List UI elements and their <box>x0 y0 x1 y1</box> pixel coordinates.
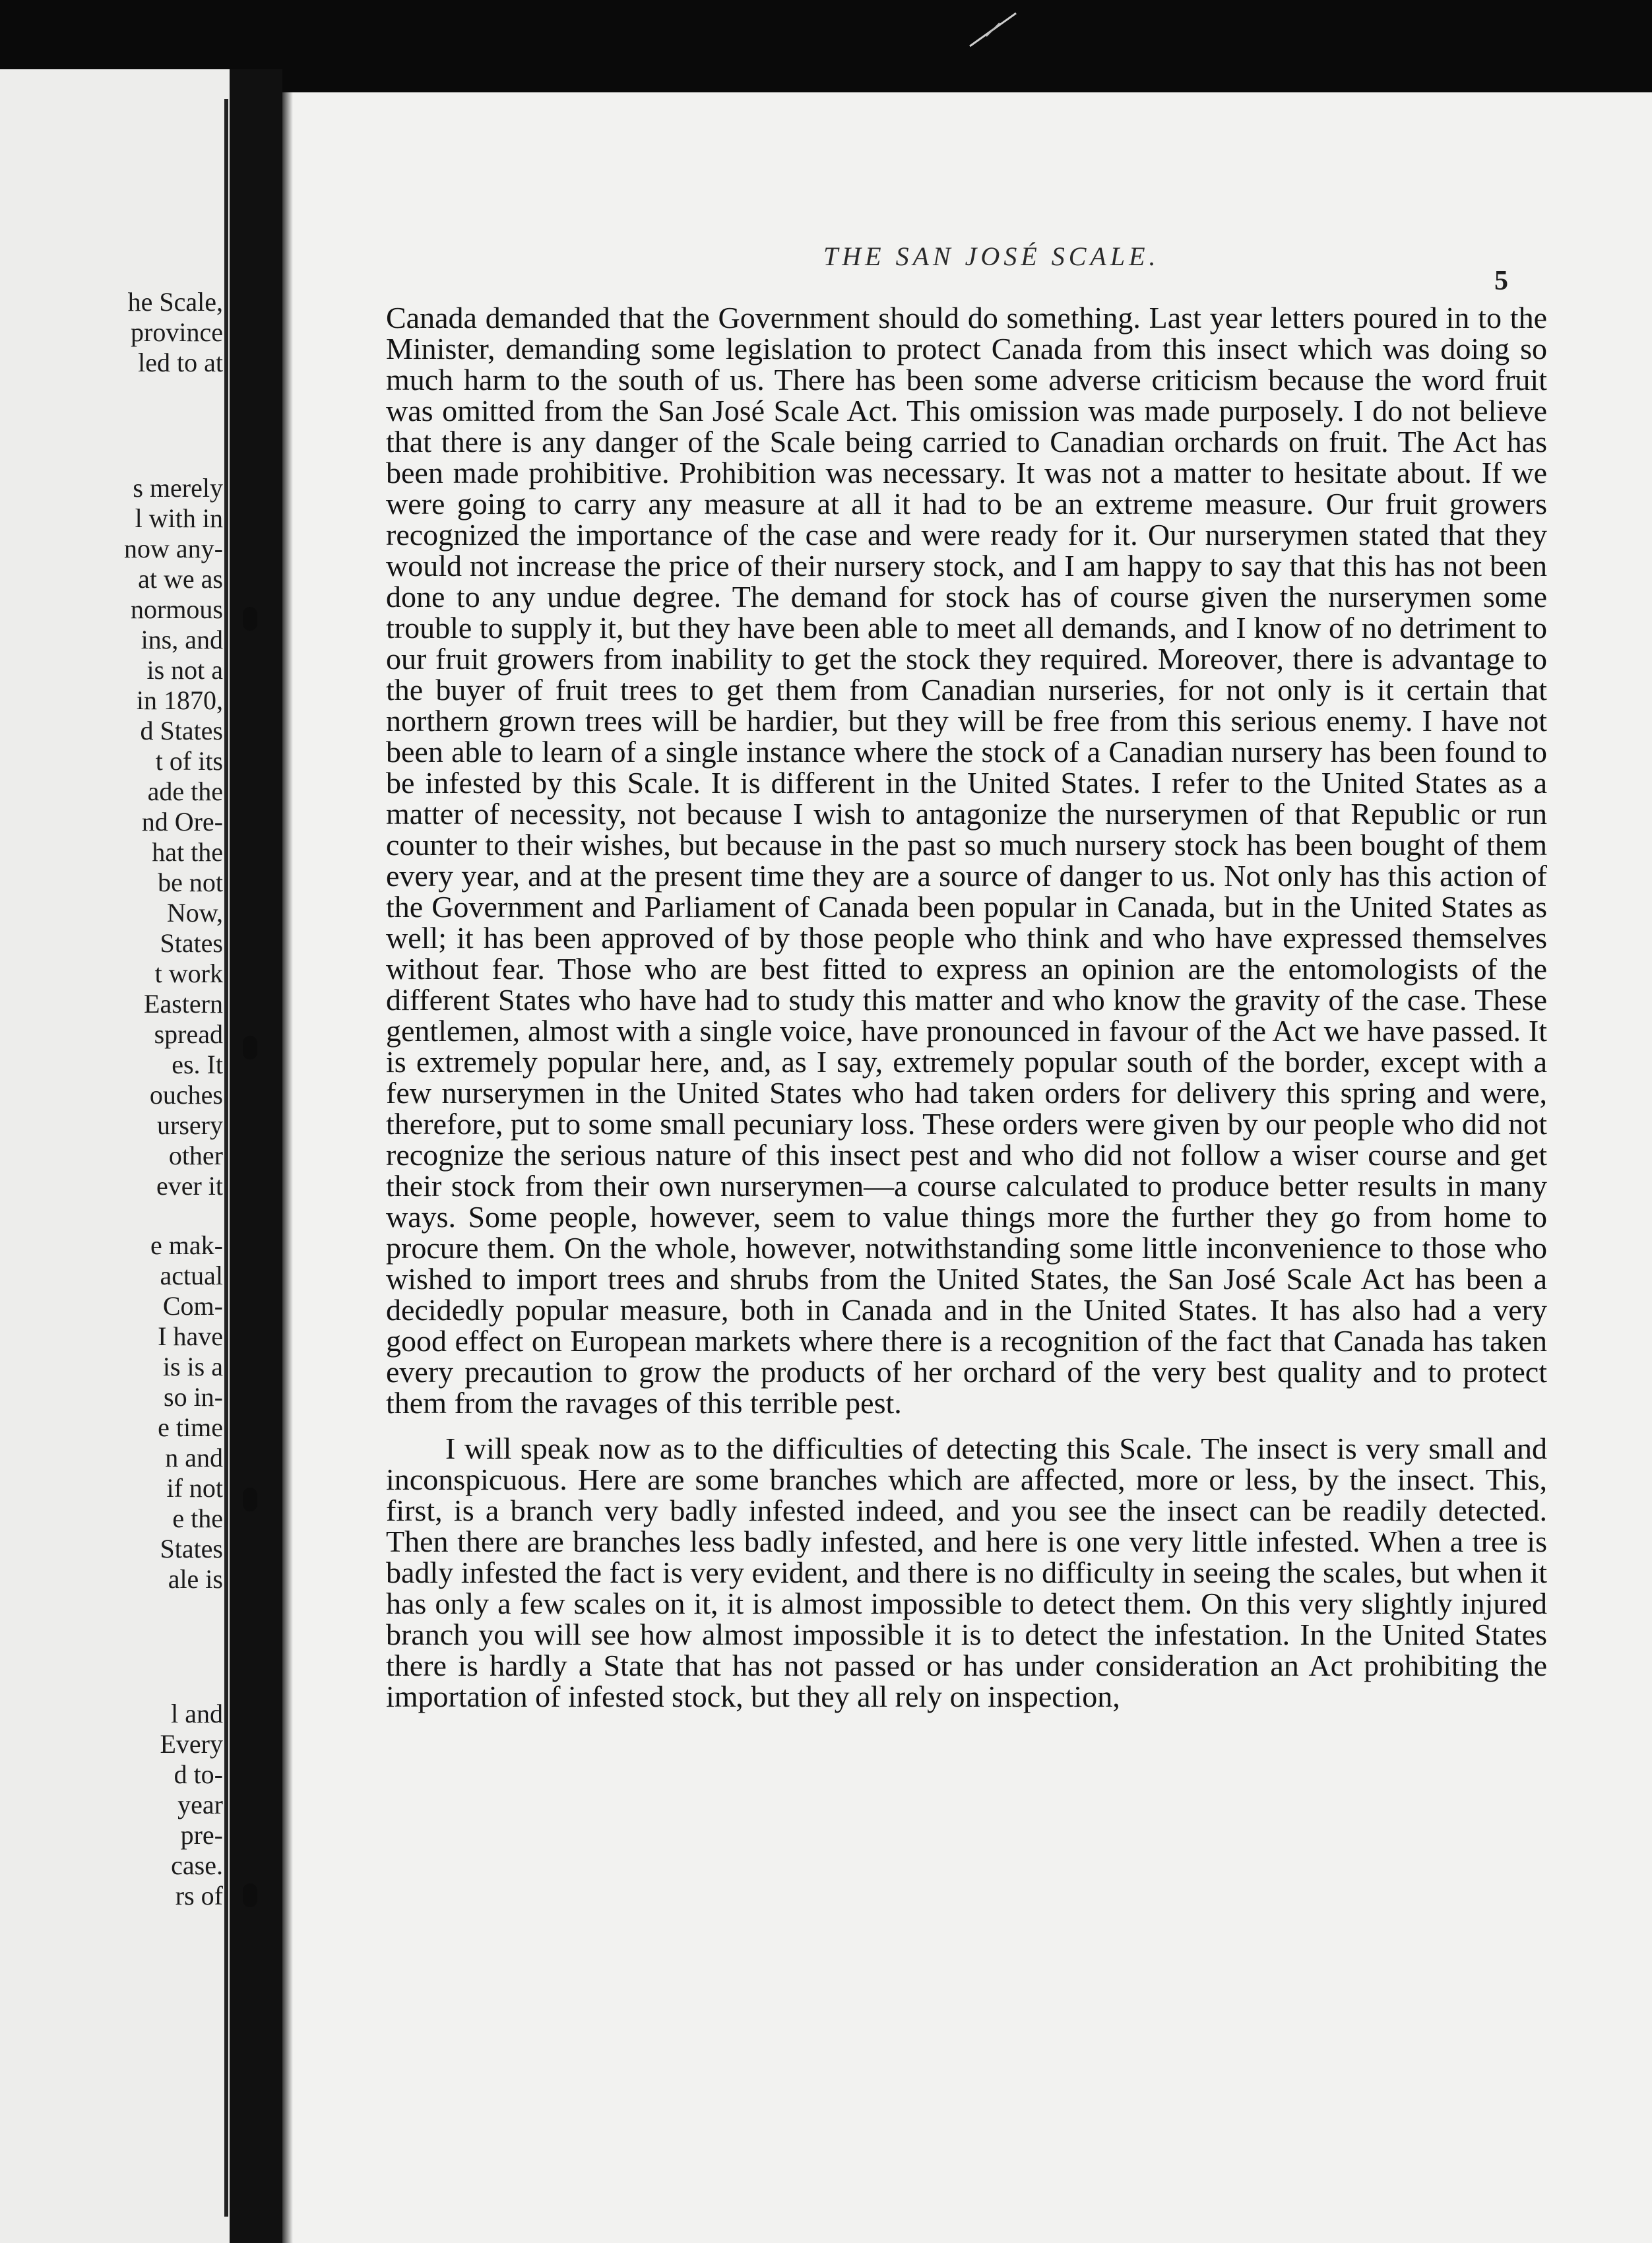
left-page-fragment: rs of <box>175 1881 223 1911</box>
left-page-fragment: province <box>131 317 223 347</box>
left-facing-page <box>0 69 230 2243</box>
left-page-fragment: ins, and <box>141 625 223 654</box>
left-page-fragment: Eastern <box>144 989 223 1019</box>
spine-line <box>224 99 228 2217</box>
paragraph: Canada demanded that the Government should do something. Last year letters poured in to the Minister, demanding some legislation to protect Canada from this insect which was doing so much harm to the south of us. There has been some adverse criticism because the word fruit was omitted from the San José Scale Act. This omission was made purposely. I do not believe that there is any danger of the Scale being carried to Canadian orchards on fruit. The Act has been made prohibitive. Prohibition was necessary. It was not a matter to hesitate about. If we were going to carry any measure at all it had to be an extreme measure. Our fruit growers recognized the importance of the case and were ready for it. Our nurserymen stated that they would not increase the price of their nursery stock, and I am happy to say that this has not been done to any undue degree. The demand for stock has of course given the nurserymen some trouble to supply it, but they have been able to meet all demands, and I know of no detriment to our fruit growers from inability to get the stock they required. Moreover, there is advantage to the buyer of fruit trees to get them from Canadian nurseries, for not only is it certain that northern grown trees will be hardier, but they will be free from this serious enemy. I have not been able to learn of a single instance where the stock of a Canadian nursery has been found to be infested by this Scale. It is different in the United States. I refer to the United States as a matter of necessity, not because I wish to antagonize the nurserymen of that Republic or run counter to their wishes, but because in the past so much nursery stock has been bought of them every year, and at the present time they are a source of danger to us. Not only has this action of the Government and Parliament of Canada been popular in Canada, but in the United States as well; it has been approved of by those people who think and who have expressed themselves without fear. Those who are best fitted to express an opinion are the entomologists of the different States who have had to study this matter and who know the gravity of the case. These gentlemen, almost with a single voice, have pronounced in favour of the Act we have passed. It is extremely popular here, and, as I say, extremely popular south of the border, except with a few nurserymen in the United States who had taken orders for delivery this spring and were, therefore, put to some small pecuniary loss. These orders were given by our people who did not recognize the serious nature of this insect pest and who did not follow a wiser course and get their stock from their own nurserymen—a course calculated to produce better results in many ways. Some people, however, seem to value things more the further they go from home to procure them. On the whole, however, notwithstanding some little inconvenience to those who wished to import trees and shrubs from the United States, the San José Scale Act has been a decidedly popular measure, both in Canada and in the United States. It has also had a very good effect on European markets where there is a recognition of the fact that Canada has taken every precaution to grow the products of her orchard of the very best quality and to protect them from the ravages of this terrible pest. <box>386 302 1547 1420</box>
left-page-fragment: ade the <box>147 776 223 806</box>
left-page-fragment: e time <box>158 1412 223 1442</box>
page-number: 5 <box>1494 266 1508 296</box>
left-page-fragment: States <box>160 928 223 958</box>
left-page-fragment: ursery <box>157 1110 223 1140</box>
binding-stitch <box>243 1488 257 1511</box>
left-page-fragment: other <box>168 1141 223 1170</box>
left-page-fragment: t work <box>154 959 223 988</box>
left-page-fragment: Every <box>160 1729 223 1759</box>
left-page-fragment: in 1870, <box>136 685 223 715</box>
left-page-fragment: so in- <box>164 1382 223 1412</box>
left-page-fragment: actual <box>160 1261 223 1290</box>
left-page-fragment: be not <box>158 868 223 897</box>
left-page-fragment: States <box>160 1534 223 1564</box>
paragraph: I will speak now as to the difficulties of detecting this Scale. The insect is very small and inconspicuous. Here are some branches which are affected, more or less, by the insect. This, first, is a branch very badly infested indeed, and you see the insect can be readily detected. Then there are branches less badly infested, and here is one very little infested. When a tree is badly infested the fact is very evident, and there is no difficulty in seeing the scales, but when it has only a few scales on it, it is almost impossible to detect them. On this very slightly injured branch you will see how almost impossible it is to detect the infestation. In the United States there is hardly a State that has not passed or has under consideration an Act prohibiting the importation of infested stock, but they all rely on inspection, <box>386 1432 1547 1713</box>
left-page-fragment: t of its <box>155 746 223 776</box>
left-page-fragment: n and <box>165 1443 223 1472</box>
left-page-fragment: es. It <box>172 1050 223 1079</box>
left-page-fragment: I have <box>158 1321 223 1351</box>
left-page-fragment: Com- <box>162 1291 223 1321</box>
left-page-fragment: year <box>177 1790 223 1819</box>
left-page-fragment: e mak- <box>150 1230 223 1260</box>
left-page-fragment: led to at <box>138 348 223 377</box>
left-page-fragment: ale is <box>168 1564 223 1594</box>
scratch-mark-icon <box>967 10 1019 49</box>
left-page-fragment: l with in <box>135 503 223 533</box>
left-page-fragment: Now, <box>166 898 223 928</box>
left-page-fragment: normous <box>131 594 223 624</box>
left-page-fragment: he Scale, <box>127 287 223 317</box>
left-page-fragment: now any- <box>124 534 223 563</box>
left-page-fragment: e the <box>172 1503 223 1533</box>
left-page-fragment: l and <box>171 1699 223 1728</box>
left-page-fragment: at we as <box>138 564 223 594</box>
left-page-fragment: ouches <box>149 1080 223 1110</box>
main-page <box>282 92 1652 2243</box>
left-page-fragment: pre- <box>180 1820 223 1850</box>
left-page-fragment: nd Ore- <box>141 807 223 837</box>
running-head: THE SAN JOSÉ SCALE. <box>823 241 1160 271</box>
left-page-fragment: ever it <box>156 1171 223 1201</box>
left-page-fragment: hat the <box>152 837 223 867</box>
binding-stitch <box>243 1883 257 1907</box>
left-page-fragment: s merely <box>133 473 223 503</box>
binding-gutter <box>230 69 282 2243</box>
binding-stitch <box>243 607 257 631</box>
binding-stitch <box>243 1036 257 1059</box>
body-text <box>386 302 1547 2037</box>
left-page-fragment: spread <box>154 1019 223 1049</box>
left-page-fragment: if not <box>166 1473 223 1503</box>
page-fold-shadow <box>282 92 293 2243</box>
left-page-fragment: case. <box>171 1850 223 1880</box>
left-page-fragment: is is a <box>162 1352 223 1381</box>
left-page-fragment: is not a <box>146 655 223 685</box>
left-page-fragment: d to- <box>174 1759 223 1789</box>
left-page-fragment: d States <box>140 716 223 745</box>
